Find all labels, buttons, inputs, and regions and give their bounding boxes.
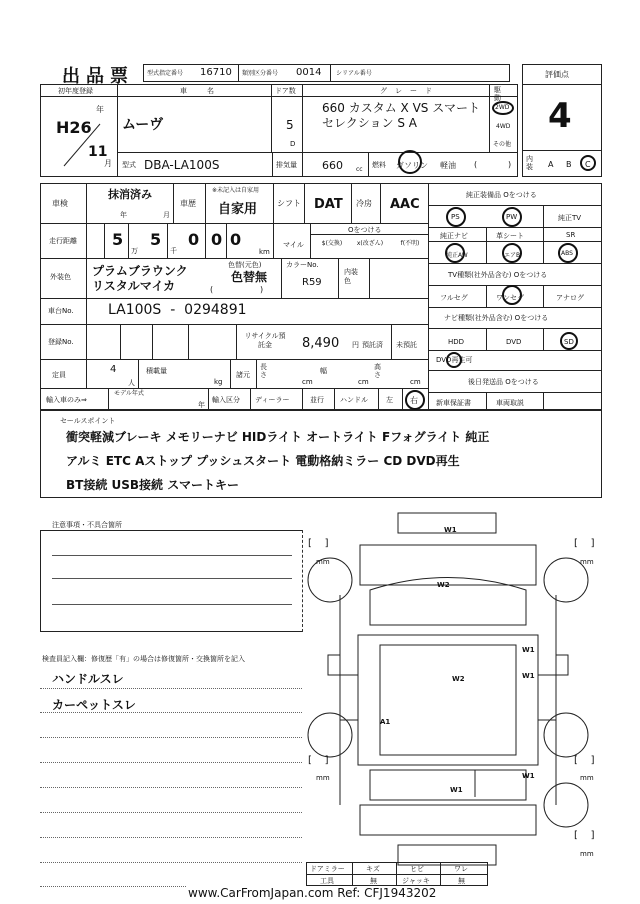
mileage-digit-4: 0 [211, 230, 223, 249]
fuel-diesel: 軽油 [440, 161, 456, 170]
mileage-digit-3: 0 [188, 230, 200, 249]
diagram-mark-1: W1 [444, 526, 457, 534]
equip-ps: PS [451, 213, 460, 221]
page-title: 出品票 [62, 66, 134, 87]
model-type-value: DBA-LA100S [144, 158, 220, 172]
drive-2wd: 2WD [495, 104, 510, 111]
bracket-spare: [ ] [574, 830, 595, 841]
first-reg-era-year: H26 [56, 118, 92, 137]
interior-color-label: 内装色 [344, 268, 358, 285]
import-year-unit: 年 [198, 401, 205, 409]
cooling-label: 冷房 [356, 199, 372, 208]
equipment-header: 純正装備品 Oをつける [466, 191, 537, 199]
color-no-label: カラーNo. [286, 261, 319, 269]
diagram-mark-6: A1 [380, 718, 391, 726]
roof [358, 635, 538, 765]
first-reg-month: 11 [88, 144, 108, 160]
recycle-label: リサイクル預託金 [244, 332, 286, 349]
tv-header: TV種類(社外品含む) Oをつける [448, 271, 548, 279]
dims-width-unit: cm [358, 378, 369, 386]
history-value: 自家用 [218, 202, 258, 217]
doors-unit: D [290, 140, 296, 148]
mileage-sen: 千 [170, 247, 177, 255]
color-change-value: 色替無 [231, 270, 268, 284]
dims-length: 長さ [260, 363, 267, 379]
color-paren-open: ( [210, 285, 214, 294]
equip-sr: SR [566, 231, 576, 239]
wheel-front-left [308, 558, 352, 602]
wheel-rear-left [308, 713, 352, 757]
mileage-digit-5: 0 [230, 230, 242, 249]
grade-label: グレード [380, 87, 440, 95]
load-unit: kg [214, 378, 223, 386]
mm-front-left: mm [316, 558, 330, 566]
interior-label: 内装 [526, 155, 533, 171]
bt-jack-value: 無 [458, 877, 465, 885]
capacity-unit: 人 [128, 379, 135, 387]
displacement-label: 排気量 [276, 161, 297, 169]
rear-window [370, 770, 526, 800]
import-left: 左 [386, 396, 393, 404]
sales-line-2: アルミ ETC Aストップ プッシュスタート 電動格納ミラー CD DVD再生 [66, 454, 460, 468]
equip-navi: 純正ナビ [440, 232, 468, 240]
bracket-front-right: [ ] [574, 538, 595, 549]
bracket-rear-right: [ ] [574, 755, 595, 766]
doors-value: 5 [286, 118, 294, 132]
load-label: 積載量 [146, 367, 167, 375]
sales-line-1: 衝突軽減ブレーキ メモリーナビ HIDライト オートライト Fフォグライト 純正 [66, 430, 490, 444]
diagram-mark-8: W1 [522, 772, 535, 780]
after-warranty: 新車保証書 [436, 399, 471, 407]
sales-line-3: BT接続 USB接続 スマートキー [66, 478, 239, 492]
equip-aw: 純正AW [446, 252, 468, 259]
displacement-unit: cc [356, 166, 363, 173]
fuel-label: 燃料 [372, 161, 386, 169]
bt-tools-value: 無 [370, 877, 377, 885]
import-model-year: モデル年式 [114, 390, 144, 397]
car-diagram [300, 505, 600, 880]
meter-header: Oをつける [348, 226, 382, 234]
fuel-gasoline-circle [398, 150, 422, 174]
capacity-value: 4 [110, 364, 117, 375]
recycle-not-deposited: 未預託 [396, 341, 417, 349]
header-row [143, 64, 510, 82]
import-dealer: ディーラー [255, 396, 290, 404]
after-header: 後日発送品 Oをつける [468, 378, 539, 386]
spare-wheel [544, 783, 588, 827]
shift-label: シフト [277, 199, 301, 208]
import-right: 右 [410, 396, 418, 405]
inspection-year-unit: 年 [120, 211, 127, 219]
shift-value: DAT [314, 197, 343, 212]
mileage-unit: km [259, 248, 270, 256]
inspector-label: 検査員記入欄：修復歴「有」の場合は修復箇所・交換箇所を記入 [42, 655, 245, 663]
wheel-rear-right [544, 713, 588, 757]
fuel-paren-close: ) [508, 160, 512, 169]
equip-pw: PW [506, 213, 518, 221]
tv-oneseg: ワンセグ [496, 294, 524, 302]
tv-analog: アナログ [556, 294, 584, 302]
notes-label: 注意事項・不具合箇所 [52, 521, 122, 529]
recycle-unit: 円 [352, 341, 359, 349]
fuel-paren-open: ( [474, 160, 478, 169]
mm-rear-right: mm [580, 774, 594, 782]
diagram-mark-2: W2 [437, 581, 450, 589]
navi-hdd: HDD [448, 338, 465, 346]
bt-jack: ジャッキ [402, 877, 430, 885]
diagram-mark-4: W1 [522, 672, 535, 680]
color-paren-close: ) [260, 285, 264, 294]
mm-spare: mm [580, 850, 594, 858]
import-category: 輸入区分 [212, 396, 240, 404]
diagram-mark-3: W1 [522, 646, 535, 654]
mm-rear-left: mm [316, 774, 330, 782]
mm-front-right: mm [580, 558, 594, 566]
navi-dvd: DVD [506, 338, 522, 346]
bracket-rear-left: [ ] [308, 755, 329, 766]
import-parallel: 並行 [310, 396, 324, 404]
navi-sd: SD [564, 338, 574, 346]
trunk [360, 805, 536, 835]
mileage-digit-1: 5 [112, 230, 124, 249]
footer-watermark: www.CarFromJapan.com Ref: CFJ1943202 [188, 886, 437, 900]
inspection-label: 車検 [52, 199, 68, 208]
equip-tv: 純正TV [558, 214, 582, 222]
mileage-digit-2: 5 [150, 230, 162, 249]
drive-label: 駆動 [494, 86, 501, 102]
inspector-line-2: カーペットスレ [52, 698, 136, 712]
inspection-month-unit: 月 [163, 211, 170, 219]
bt-crack: ヒビ [410, 865, 424, 873]
history-label: 車歴 [180, 199, 196, 208]
dims-height: 高さ [374, 363, 381, 379]
inspection-value: 抹消済み [108, 188, 152, 201]
model-type-label: 型式 [122, 161, 136, 169]
hood-outline [360, 545, 536, 585]
capacity-label: 定員 [52, 371, 66, 379]
grade-value: 660 カスタム X VS スマートセレクション S A [322, 101, 480, 130]
cooling-value: AAC [390, 197, 420, 212]
interior-option-a: A [548, 160, 554, 169]
equip-leather: 革シート [496, 232, 524, 240]
drive-other: その他 [493, 141, 512, 148]
mileage-label: 走行距離 [49, 237, 77, 245]
fuel-gasoline: ガソリン [396, 161, 428, 170]
import-handle: ハンドル [340, 396, 368, 404]
chassis-value: LA100S - 0294891 [108, 302, 247, 318]
dims-length-unit: cm [302, 378, 313, 386]
equip-airbag: エアB [504, 252, 521, 259]
meter-unknown: f(不明) [400, 240, 420, 247]
dims-height-unit: cm [410, 378, 421, 386]
registration-label: 登録No. [48, 338, 74, 346]
meter-label: マイル [283, 241, 304, 249]
color-label: 外装色 [50, 273, 71, 281]
meter-exchange: $(交換) [321, 240, 343, 247]
dvd-play: DVD再生可 [436, 356, 473, 364]
score-label: 評価点 [545, 70, 569, 79]
dims-width: 幅 [320, 367, 327, 375]
color-no-value: R59 [302, 277, 322, 288]
mileage-man: 万 [131, 247, 138, 255]
color-value: プラムブラウンクリスタルマイカ [92, 264, 188, 293]
meter-tampered: x(改ざん) [356, 240, 384, 247]
equip-abs: ABS [561, 250, 573, 257]
bt-scratch: キズ [366, 865, 380, 873]
after-manual: 車両取説 [496, 399, 524, 407]
doors-label: ドア数 [275, 87, 296, 95]
inspector-line-1: ハンドルスレ [52, 672, 124, 686]
tv-fullseg: フルセグ [440, 294, 468, 302]
bt-broken: ワレ [454, 865, 468, 873]
model-cert-label: 型式指定番号 [147, 70, 184, 77]
diagram-mark-5: W2 [452, 675, 465, 683]
diagram-mark-7: W1 [450, 786, 463, 794]
first-reg-month-unit: 月 [104, 159, 112, 168]
recycle-deposited: 預託済 [362, 341, 383, 349]
dims-label: 諸元 [236, 371, 250, 379]
interior-option-c: C [585, 160, 591, 169]
score-value: 4 [548, 96, 572, 136]
car-name-label: 車名 [180, 87, 234, 95]
bt-tools: 工具 [320, 877, 334, 885]
category-value: 0014 [296, 67, 322, 78]
sales-label: セールスポイント [60, 417, 116, 425]
drive-4wd: 4WD [496, 123, 511, 130]
roof-inner [380, 645, 516, 755]
recycle-value: 8,490 [302, 336, 340, 351]
first-reg-year-unit: 年 [96, 105, 104, 114]
bracket-front-left: [ ] [308, 538, 329, 549]
interior-option-b: B [566, 160, 572, 169]
displacement-value: 660 [322, 159, 343, 172]
notes-box [40, 530, 302, 632]
history-note: ※未記入は自家用 [212, 187, 260, 194]
first-reg-label: 初年度登録 [58, 87, 93, 95]
model-cert-value: 16710 [200, 67, 232, 78]
bt-door-mirror: ドアミラー [310, 865, 345, 873]
import-label: 輸入車のみ⇒ [46, 396, 87, 404]
chassis-label: 車台No. [48, 307, 74, 315]
category-label: 類別区分番号 [242, 70, 279, 77]
color-change-label: 色替(元色) [228, 261, 262, 269]
serial-label: シリアル番号 [336, 70, 372, 77]
navi-header: ナビ種類(社外品含む) Oをつける [444, 314, 549, 322]
car-name-value: ムーヴ [122, 117, 164, 133]
